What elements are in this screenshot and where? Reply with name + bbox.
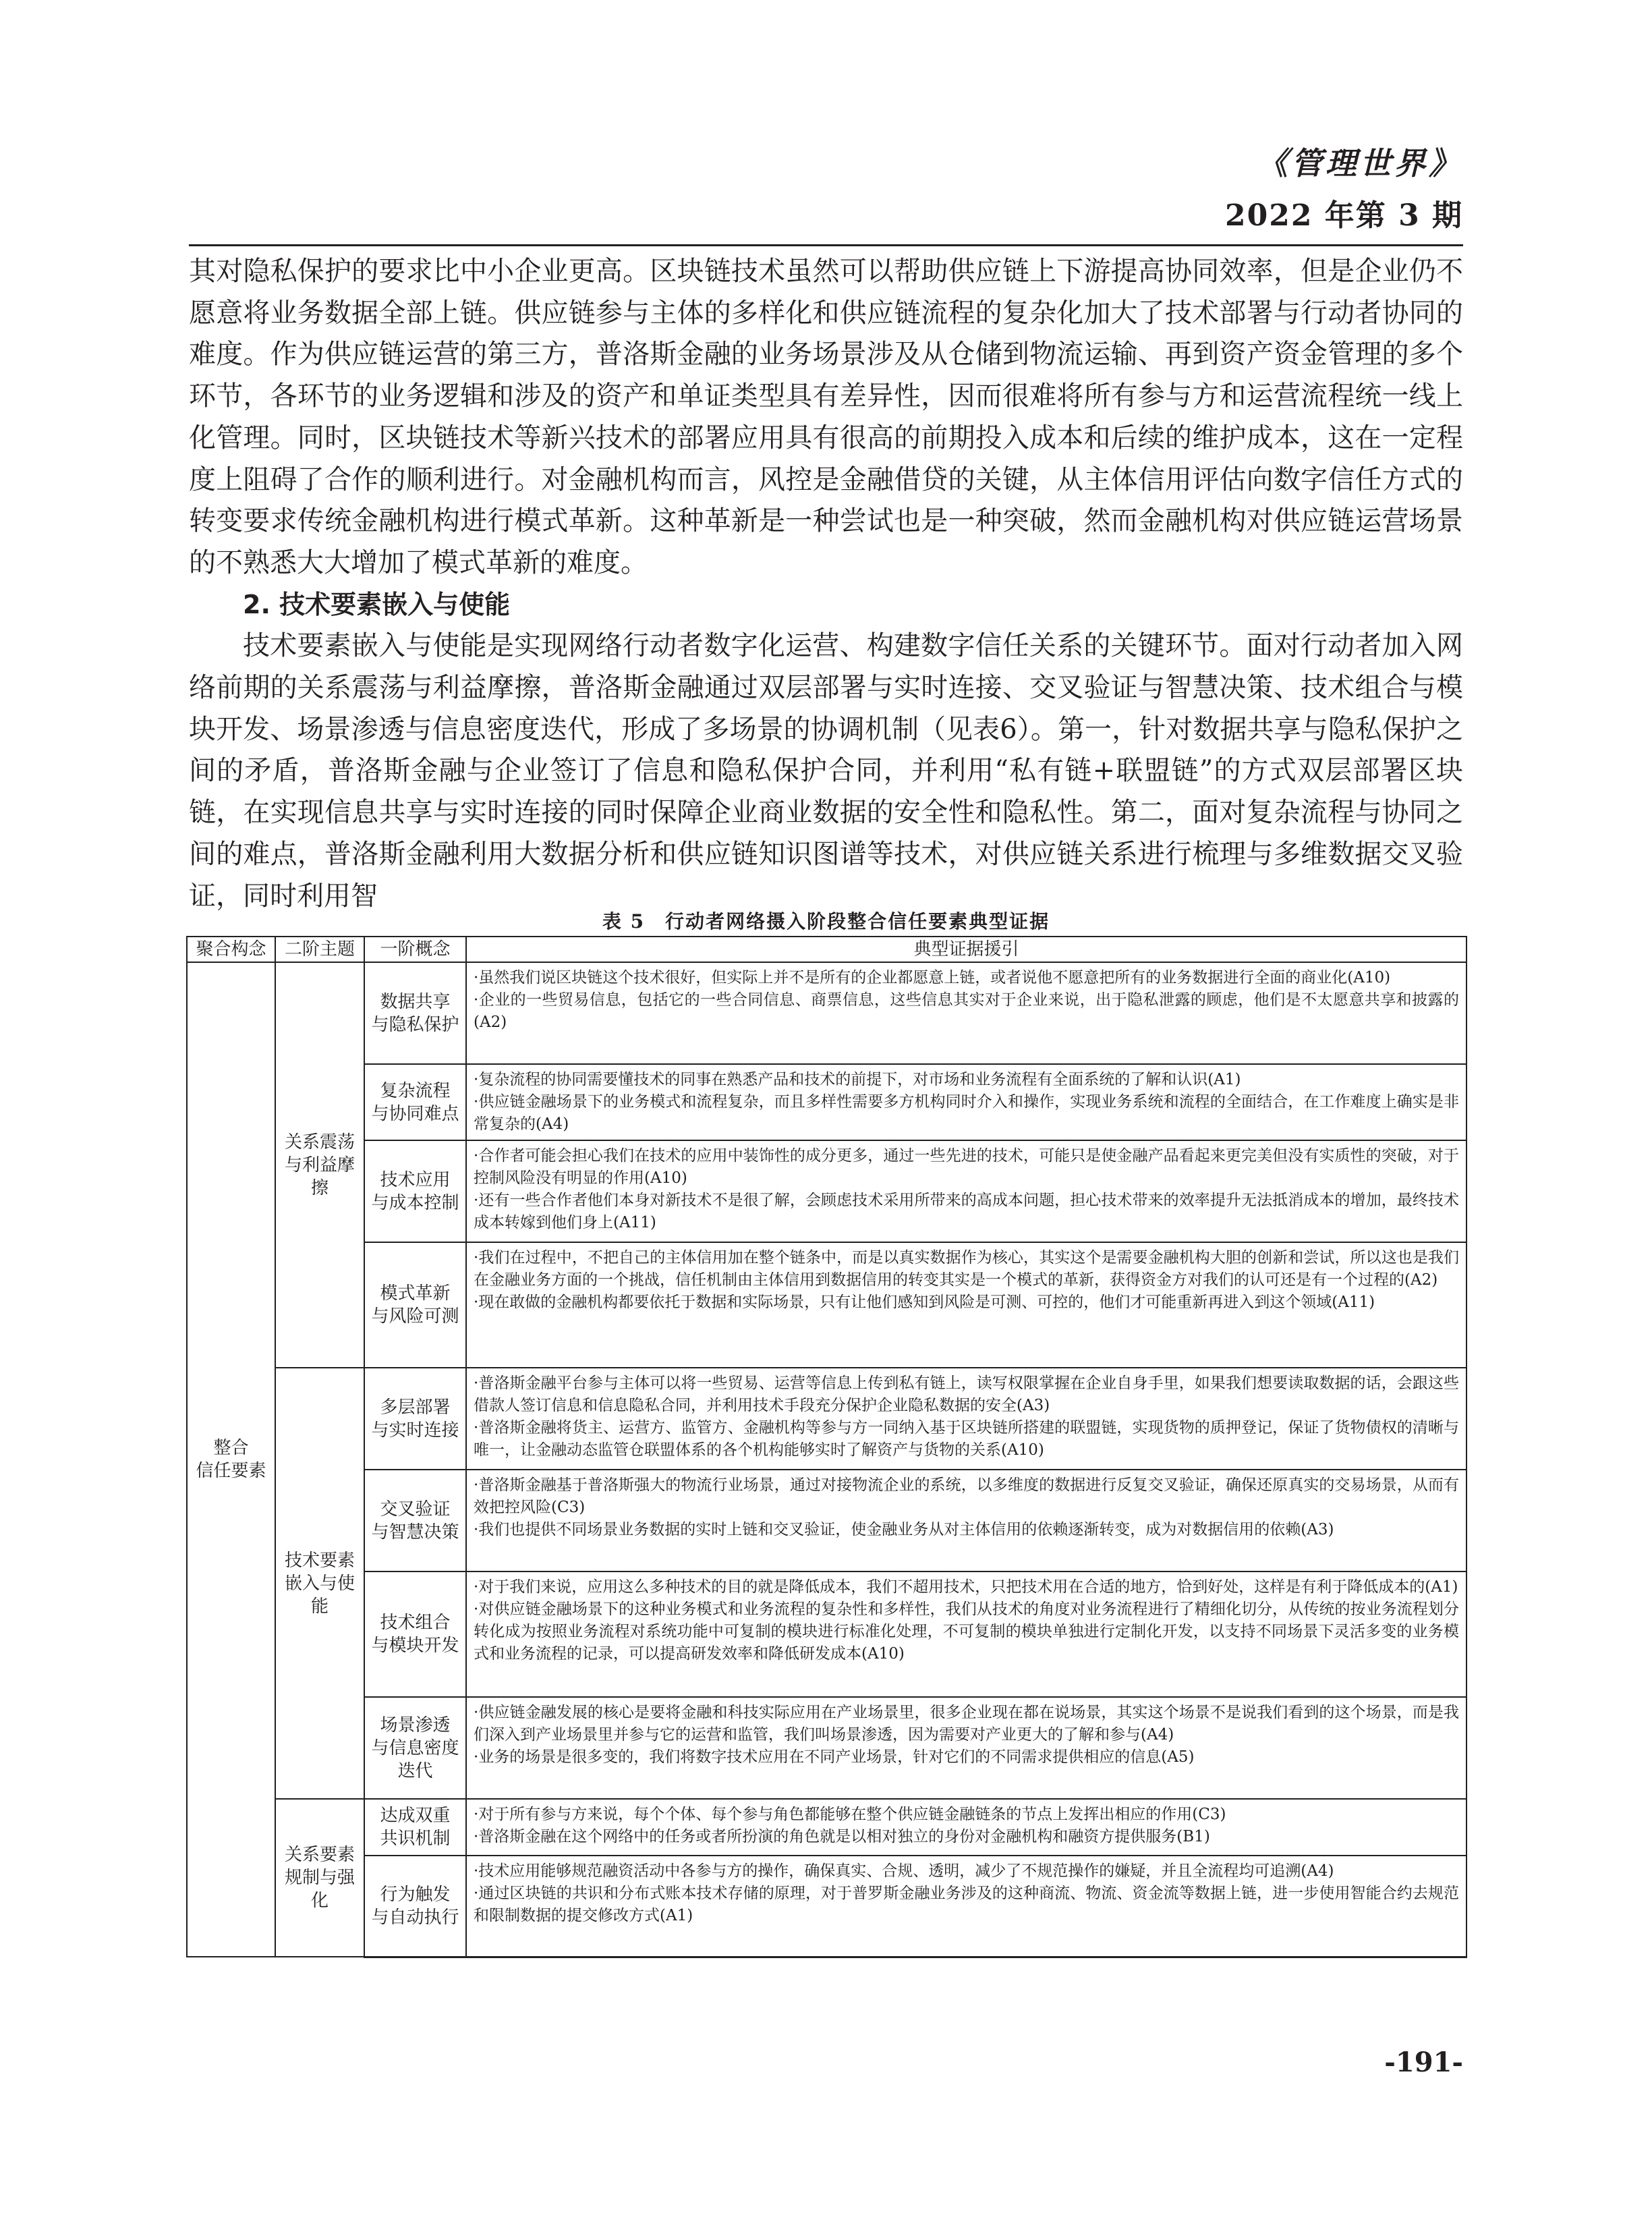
evidence-cell <box>466 1242 1466 1368</box>
evidence-cell <box>466 1571 1466 1697</box>
evidence-quote: ·还有一些合作者他们本身对新技术不是很了解，会顾虑技术采用所带来的高成本问题，担心技术带来的效率提升无法抵消成本的增加，最终技术成本转嫁到他们身上(A11) <box>474 1192 1459 1231</box>
paragraph: 技术要素嵌入与使能是实现网络行动者数字化运营、构建数字信任关系的关键环节。面对行动者加入网络前期的关系震荡与利益摩擦，普洛斯金融通过双层部署与实时连接、交叉验证与智慧决策、技术组合与模块开发、场景渗透与信息密度迭代，形成了多场景的协调机制（见表6）。第一，针对数据共享与隐私保护之间的矛盾，普洛斯金融与企业签订了信息和隐私保护合同，并利用“私有链+联盟链”的方式双层部署区块链，在实现信息共享与实时连接的同时保障企业商业数据的安全性和隐私性。第二，面对复杂流程与协同之间的难点，普洛斯金融利用大数据分析和供应链知识图谱等技术，对供应链关系进行梳理与多维数据交叉验证，同时利用智 <box>189 630 1463 912</box>
table-row <box>187 962 1466 1064</box>
body-text <box>189 251 1463 917</box>
evidence-cell <box>466 1799 1466 1856</box>
table-row <box>187 1140 1466 1242</box>
evidence-quote: ·供应链金融场景下的业务模式和流程复杂，而且多样性需要多方机构同时介入和操作，实现业务系统和流程的全面结合，在工作难度上确实是非常复杂的(A4) <box>474 1093 1459 1133</box>
evidence-quote: ·复杂流程的协同需要懂技术的同事在熟悉产品和技术的前提下，对市场和业务流程有全面系统的了解和认识(A1) <box>474 1071 1241 1088</box>
concept-cell: 模式革新 与风险可测 <box>364 1242 466 1368</box>
evidence-quote: ·普洛斯金融平台参与主体可以将一些贸易、运营等信息上传到私有链上，读写权限掌握在企业自身手里，如果我们想要读取数据的话，会跟这些借款人签订信息和信息隐私合同，并利用技术手段充分保护企业隐私数据的安全(A3) <box>474 1374 1459 1414</box>
evidence-quote: ·虽然我们说区块链这个技术很好，但实际上并不是所有的企业都愿意上链，或者说他不愿意把所有的业务数据进行全面的商业化(A10) <box>474 969 1391 986</box>
table-header-cell: 典型证据援引 <box>466 937 1466 962</box>
concept-cell: 多层部署 与实时连接 <box>364 1368 466 1470</box>
table-header-row <box>187 937 1466 962</box>
evidence-quote: ·对于我们来说，应用这么多种技术的目的就是降低成本，我们不超用技术，只把技术用在合适的地方，恰到好处，这样是有利于降低成本的(A1) <box>474 1578 1458 1596</box>
concept-cell: 数据共享 与隐私保护 <box>364 962 466 1064</box>
table-header-cell: 一阶概念 <box>364 937 466 962</box>
evidence-cell <box>466 1064 1466 1140</box>
page-number: -191- <box>1384 2047 1463 2078</box>
section-heading: 2. 技术要素嵌入与使能 <box>243 589 511 619</box>
concept-cell: 交叉验证 与智慧决策 <box>364 1470 466 1571</box>
evidence-quote: ·供应链金融发展的核心是要将金融和科技实际应用在产业场景里，很多企业现在都在说场景，其实这个场景不是说我们看到的这个场景，而是我们深入到产业场景里并参与它的运营和监管，我们叫场景渗透，因为需要对产业更大的了解和参与(A4) <box>474 1704 1459 1744</box>
table-row <box>187 1799 1466 1856</box>
table-row <box>187 1368 1466 1470</box>
concept-cell: 行为触发 与自动执行 <box>364 1856 466 1957</box>
evidence-table <box>186 936 1467 1958</box>
theme-cell: 关系要素 规制与强 化 <box>275 1799 364 1957</box>
evidence-cell <box>466 1470 1466 1571</box>
header-rule <box>189 244 1463 246</box>
theme-cell: 关系震荡 与利益摩 擦 <box>275 962 364 1368</box>
evidence-quote: ·对于所有参与方来说，每个个体、每个参与角色都能够在整个供应链金融链条的节点上发挥出相应的作用(C3) <box>474 1806 1226 1823</box>
evidence-cell <box>466 1697 1466 1799</box>
evidence-quote: ·我们也提供不同场景业务数据的实时上链和交叉验证，使金融业务从对主体信用的依赖逐渐转变，成为对数据信用的依赖(A3) <box>474 1521 1334 1538</box>
evidence-cell <box>466 1140 1466 1242</box>
evidence-quote: ·普洛斯金融将货主、运营方、监管方、金融机构等参与方一同纳入基于区块链所搭建的联盟链，实现货物的质押登记，保证了货物债权的清晰与唯一，让金融动态监管仓联盟体系的各个机构能够实时了解资产与货物的关系(A10) <box>474 1419 1459 1459</box>
evidence-quote: ·我们在过程中，不把自己的主体信用加在整个链条中，而是以真实数据作为核心，其实这个是需要金融机构大胆的创新和尝试，所以这也是我们在金融业务方面的一个挑战，信任机制由主体信用到数据信用的转变其实是一个模式的革新，获得资金方对我们的认可还是有一个过程的(A2) <box>474 1249 1459 1289</box>
table-row <box>187 1470 1466 1571</box>
concept-cell: 技术应用 与成本控制 <box>364 1140 466 1242</box>
table-row <box>187 1856 1466 1957</box>
table-caption: 表 5 行动者网络摄入阶段整合信任要素典型证据 <box>602 910 1050 933</box>
theme-cell: 技术要素 嵌入与使 能 <box>275 1368 364 1799</box>
table-header-cell: 聚合构念 <box>187 937 275 962</box>
evidence-quote: ·合作者可能会担心我们在技术的应用中装饰性的成分更多，通过一些先进的技术，可能只是使金融产品看起来更完美但没有实质性的突破，对于控制风险没有明显的作用(A10) <box>474 1147 1459 1187</box>
table-row <box>187 1697 1466 1799</box>
evidence-quote: ·对供应链金融场景下的这种业务模式和业务流程的复杂性和多样性，我们从技术的角度对业务流程进行了精细化切分，从传统的按业务流程划分转化成为按照业务流程对系统功能中可复制的模块进行标准化处理，不可复制的模块单独进行定制化开发，以支持不同场景下灵活多变的业务模式和业务流程的记录，可以提高研发效率和降低研发成本(A10) <box>474 1601 1459 1663</box>
concept-cell: 技术组合 与模块开发 <box>364 1571 466 1697</box>
issue-number: 2022 年第 3 期 <box>1224 198 1463 233</box>
table-row <box>187 1242 1466 1368</box>
evidence-quote: ·普洛斯金融在这个网络中的任务或者所扮演的角色就是以相对独立的身份对金融机构和融资方提供服务(B1) <box>474 1828 1210 1845</box>
evidence-quote: ·普洛斯金融基于普洛斯强大的物流行业场景，通过对接物流企业的系统，以多维度的数据进行反复交叉验证，确保还原真实的交易场景，从而有效把控风险(C3) <box>474 1476 1459 1516</box>
evidence-quote: ·通过区块链的共识和分布式账本技术存储的原理，对于普罗斯金融业务涉及的这种商流、物流、资金流等数据上链，进一步使用智能合约去规范和限制数据的提交修改方式(A1) <box>474 1885 1459 1924</box>
evidence-cell <box>466 1856 1466 1957</box>
concept-cell: 场景渗透 与信息密度 迭代 <box>364 1697 466 1799</box>
table-row <box>187 1064 1466 1140</box>
evidence-quote: ·现在敢做的金融机构都要依托于数据和实际场景，只有让他们感知到风险是可测、可控的，他们才可能重新再进入到这个领域(A11) <box>474 1293 1375 1311</box>
table-header-cell: 二阶主题 <box>275 937 364 962</box>
journal-title: 《管理世界》 <box>1257 145 1463 182</box>
concept-cell: 达成双重 共识机制 <box>364 1799 466 1856</box>
evidence-quote: ·技术应用能够规范融资活动中各参与方的操作，确保真实、合规、透明，减少了不规范操作的嫌疑，并且全流程均可追溯(A4) <box>474 1862 1334 1880</box>
paragraph: 其对隐私保护的要求比中小企业更高。区块链技术虽然可以帮助供应链上下游提高协同效率，但是企业仍不愿意将业务数据全部上链。供应链参与主体的多样化和供应链流程的复杂化加大了技术部署与行动者协同的难度。作为供应链运营的第三方，普洛斯金融的业务场景涉及从仓储到物流运输、再到资产资金管理的多个环节，各环节的业务逻辑和涉及的资产和单证类型具有差异性，因而很难将所有参与方和运营流程统一线上化管理。同时，区块链技术等新兴技术的部署应用具有很高的前期投入成本和后续的维护成本，这在一定程度上阻碍了合作的顺利进行。对金融机构而言，风控是金融借贷的关键，从主体信用评估向数字信任方式的转变要求传统金融机构进行模式革新。这种革新是一种尝试也是一种突破，然而金融机构对供应链运营场景的不熟悉大大增加了模式革新的难度。 <box>189 256 1463 578</box>
aggregate-cell: 整合 信任要素 <box>187 962 275 1957</box>
concept-cell: 复杂流程 与协同难点 <box>364 1064 466 1140</box>
evidence-cell <box>466 962 1466 1064</box>
evidence-quote: ·业务的场景是很多变的，我们将数字技术应用在不同产业场景，针对它们的不同需求提供相应的信息(A5) <box>474 1748 1195 1766</box>
evidence-quote: ·企业的一些贸易信息，包括它的一些合同信息、商票信息，这些信息其实对于企业来说，出于隐私泄露的顾虑，他们是不太愿意共享和披露的(A2) <box>474 991 1459 1031</box>
table-row <box>187 1571 1466 1697</box>
evidence-cell <box>466 1368 1466 1470</box>
